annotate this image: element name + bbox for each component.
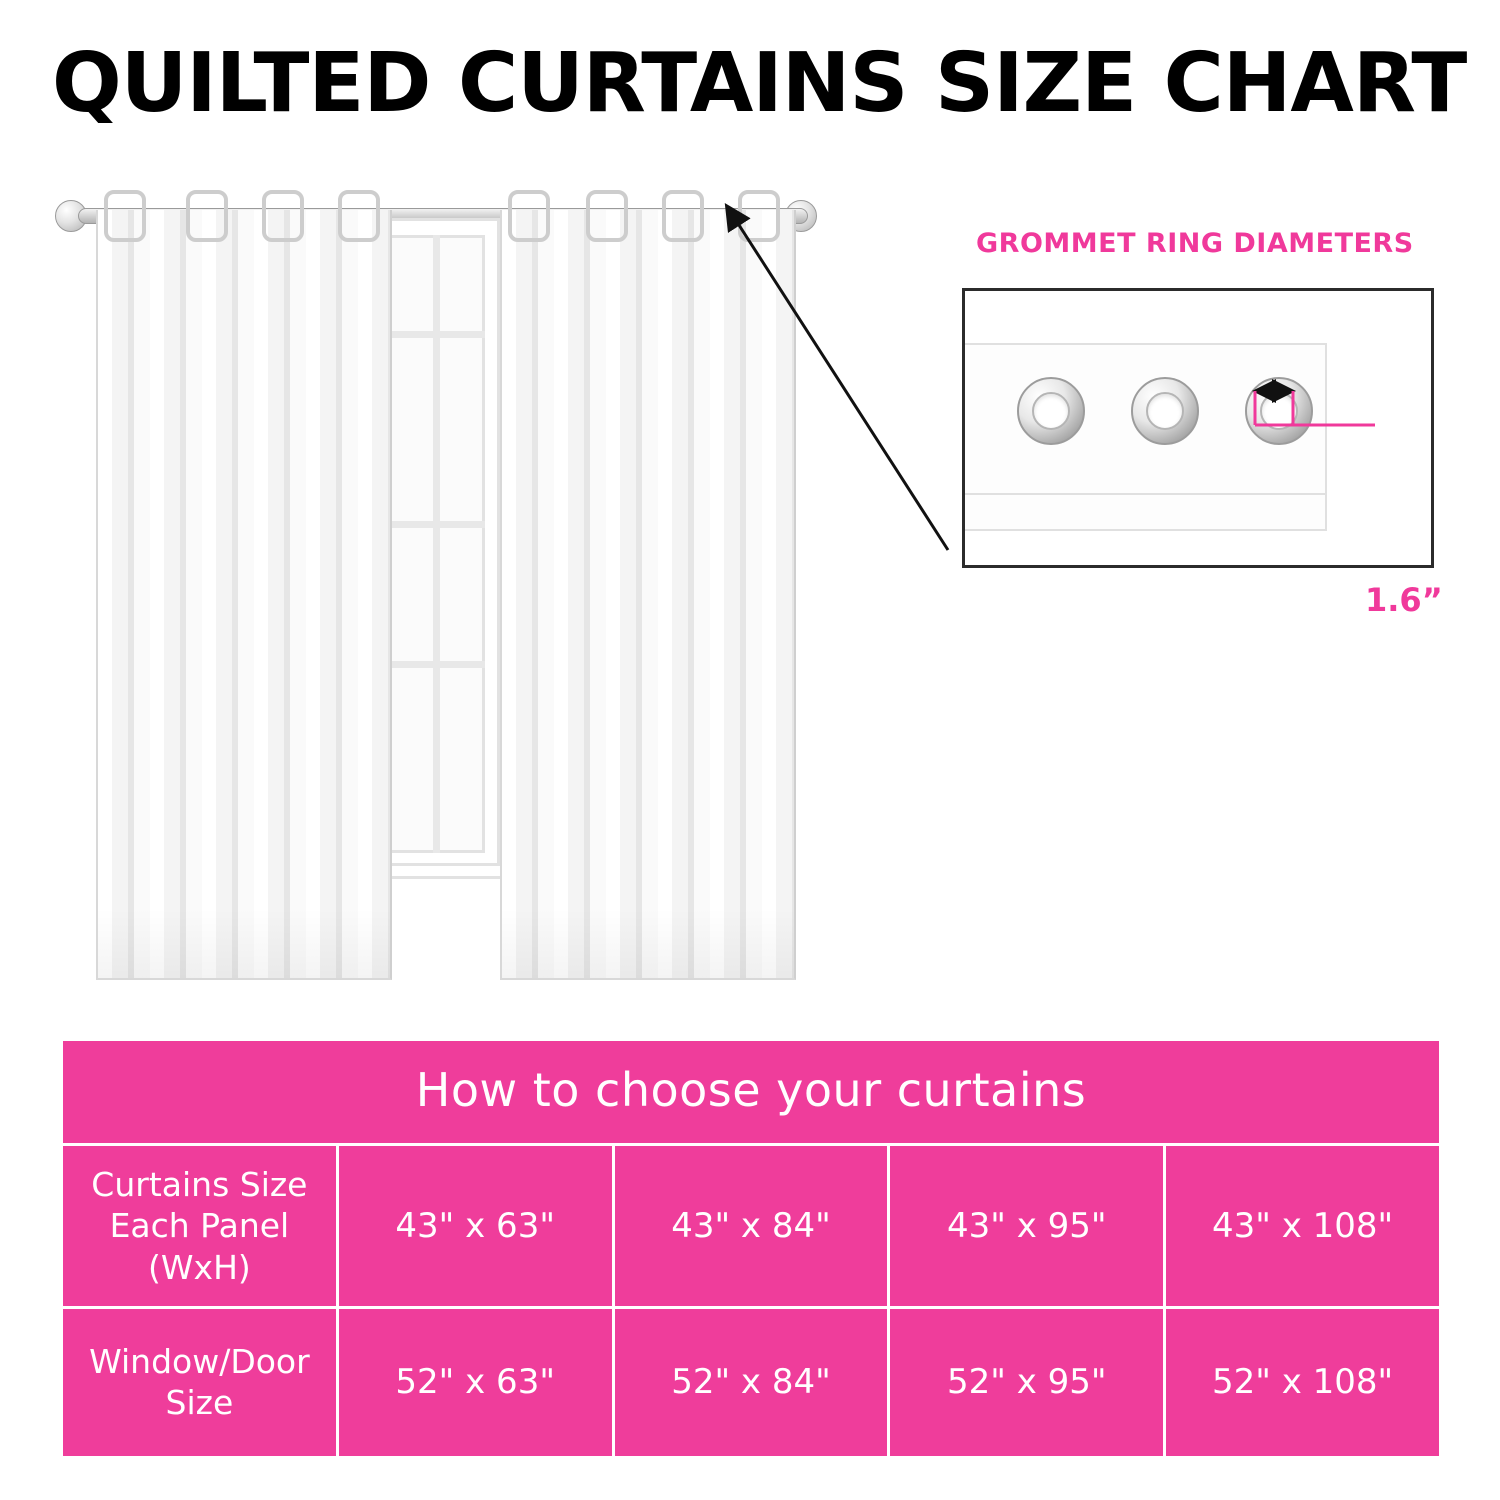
window-rail-middle [387,521,485,528]
cell-curtain-size-1: 43" x 63" [337,1145,613,1308]
cell-curtain-size-2: 43" x 84" [613,1145,889,1308]
curtain-illustration [0,150,1500,1030]
row-label-line: Each Panel [109,1206,290,1246]
table-title: How to choose your curtains [62,1040,1441,1145]
row-label-line: Curtains Size [91,1165,308,1204]
window-rail-bottom [387,661,485,668]
row-label-line: Size [165,1383,234,1423]
row-label-window-door-size [62,1307,338,1457]
curtain-grommet-3 [262,190,304,242]
grommet-diameter-label: 1.6” [1365,581,1443,619]
row-label-line: (WxH) [148,1247,251,1287]
curtain-grommet-2 [186,190,228,242]
cell-curtain-size-4: 43" x 108" [1165,1145,1441,1308]
diameter-dimension-icon [1235,369,1435,509]
window-rail-top [387,331,485,338]
cell-window-size-2: 52" x 84" [613,1307,889,1457]
curtain-grommet-1 [104,190,146,242]
row-label-line: Window/Door [89,1342,310,1381]
grommet-ring-1 [1017,377,1085,445]
table-row [62,1307,1441,1457]
table-header-row [62,1040,1441,1145]
page-title: QUILTED CURTAINS SIZE CHART [52,36,1467,131]
curtain-grommet-4 [338,190,380,242]
cell-window-size-4: 52" x 108" [1165,1307,1441,1457]
curtain-grommet-5 [508,190,550,242]
cell-curtain-size-3: 43" x 95" [889,1145,1165,1308]
window-mullion-vertical [433,235,440,853]
grommet-detail-box [962,288,1443,619]
grommet-ring-2 [1131,377,1199,445]
size-table [60,1038,1442,1459]
row-label-curtains-size [62,1145,338,1308]
curtain-panel-left [96,210,392,980]
cell-window-size-1: 52" x 63" [337,1307,613,1457]
cell-window-size-3: 52" x 95" [889,1307,1165,1457]
grommet-detail-heading: GROMMET RING DIAMETERS [976,228,1414,259]
grommet-hole-2 [1146,392,1184,430]
table-row [62,1145,1441,1308]
grommet-hole-1 [1032,392,1070,430]
curtain-grommet-6 [586,190,628,242]
